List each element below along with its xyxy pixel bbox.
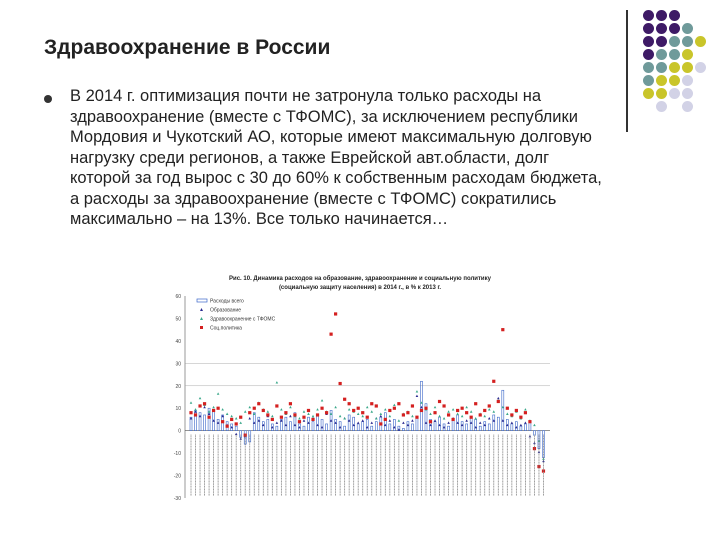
decorative-dot [682,88,693,99]
point-social [329,333,332,336]
decorative-dot [656,62,667,73]
decorative-dot [695,62,706,73]
point-social [420,409,423,412]
point-education [370,422,373,424]
point-social [366,416,369,419]
point-health [298,417,301,419]
bar-total [411,424,413,431]
decorative-dot [669,10,680,21]
bar-total [317,415,319,431]
bar-total [307,417,309,430]
point-health [384,408,387,410]
slide-title: Здравоохранение в России [44,36,331,59]
point-social [492,380,495,383]
bar-total [321,419,323,430]
point-health [230,415,233,417]
decorative-dot [669,75,680,86]
bar-total [448,426,450,430]
point-social [442,404,445,407]
point-social [230,418,233,421]
bar-total [303,426,305,430]
point-social [325,411,328,414]
point-social [248,411,251,414]
point-health [379,413,382,415]
y-tick-label: 40 [175,338,181,345]
point-social [207,416,210,419]
bar-total [484,422,486,431]
point-social [221,420,224,423]
bar-total [371,426,373,430]
bar-total [217,419,219,430]
bar-total [384,413,386,431]
bar-total [262,422,264,431]
bar-total [362,422,364,431]
point-social [289,402,292,405]
point-social [470,416,473,419]
point-health [221,408,224,410]
chart-subtitle: (социальную защиту населения) в 2014 г., в % к 2013 г. [278,285,442,291]
decorative-dot [643,88,654,99]
decorative-dot [682,75,693,86]
point-social [271,418,274,421]
point-social [316,413,319,416]
point-social [456,409,459,412]
decorative-dot [643,75,654,86]
point-health [470,410,473,412]
point-health [429,413,432,415]
point-social [524,411,527,414]
y-tick-label: -20 [173,473,181,480]
point-health [389,415,392,417]
point-social [298,420,301,423]
bar-total [335,419,337,430]
decorative-dot [682,23,693,34]
point-social [461,407,464,410]
bar-total [312,422,314,431]
point-health [226,413,229,415]
decorative-dot [643,23,654,34]
point-social [384,418,387,421]
bar-total [289,422,291,431]
bar-total [434,422,436,431]
point-social [479,413,482,416]
bullet-text: В 2014 г. оптимизация почти не затронула только расходы на здравоохранение (вместе с ТФОМС), за исключением республики Мордовия и Чукотский АО, которые имеют максимальную долговую нагрузку среди регионов, а также Еврейской авт.области, долг которой за год вырос с 30 до 60% к собственным расходам бюджета, а расходы за здравоохранение (вместе с ТФОМС) сократились максимально – на 13%. Все только начинается… [70,87,602,228]
point-social [515,409,518,412]
bar-total [402,428,404,430]
legend-label: Расходы всего [210,298,244,305]
bar-total [366,419,368,430]
bar-total [375,422,377,431]
point-social [506,407,509,410]
legend-swatch [197,299,207,302]
legend-label: Образование [210,307,241,314]
point-health [316,408,319,410]
point-social [198,404,201,407]
point-health [452,408,455,410]
point-education [497,397,500,399]
y-tick-label: -10 [173,451,181,458]
y-tick-label: -30 [173,496,181,502]
point-health [443,417,446,419]
point-education [276,422,279,424]
point-education [488,417,491,419]
decorative-dot [643,10,654,21]
point-health [492,410,495,412]
point-social [203,402,206,405]
y-tick-label: 10 [175,406,181,413]
point-health [321,399,324,401]
point-social [361,411,364,414]
bar-total [497,417,499,430]
point-social [497,400,500,403]
point-education [303,419,306,421]
point-health [339,415,342,417]
point-health [348,408,351,410]
legend-swatch [200,317,203,320]
point-education [447,422,450,424]
point-social [275,404,278,407]
bar-total [407,422,409,431]
y-tick-label: 30 [175,361,181,368]
point-health [334,406,337,408]
bar-total [461,422,463,431]
bar-total [475,419,477,430]
decorative-dot [669,62,680,73]
point-social [519,416,522,419]
point-health [194,408,197,410]
point-social [343,398,346,401]
point-social [474,402,477,405]
bar-total [524,424,526,431]
point-social [253,407,256,410]
point-social [379,422,382,425]
point-health [375,417,378,419]
decorative-dot [682,62,693,73]
bar-total [520,426,522,430]
decorative-dot [656,88,667,99]
point-health [393,404,396,406]
point-health [248,406,251,408]
point-health [398,419,401,421]
bar-total [235,426,237,430]
point-social [293,413,296,416]
point-health [506,413,509,415]
point-education [511,422,514,424]
point-education [203,406,206,408]
decorative-dot [682,36,693,47]
bar-total [493,415,495,431]
point-social [483,409,486,412]
decorative-dot [669,49,680,60]
point-social [239,416,242,419]
bar-total [452,419,454,430]
bar-total [389,424,391,431]
point-social [370,402,373,405]
point-social [452,418,455,421]
point-health [370,410,373,412]
point-health [438,415,441,417]
point-health [411,415,414,417]
decorative-dot [643,62,654,73]
point-social [465,411,468,414]
point-social [488,404,491,407]
bar-total [488,424,490,431]
point-social [217,407,220,410]
bar-total [267,419,269,430]
point-health [239,422,242,424]
point-health [533,424,536,426]
point-health [447,410,450,412]
point-health [271,415,274,417]
point-social [320,407,323,410]
point-health [461,415,464,417]
point-education [524,422,527,424]
point-health [456,413,459,415]
point-social [266,413,269,416]
point-social [406,411,409,414]
point-social [212,409,215,412]
point-health [524,408,527,410]
decorative-dot [669,23,680,34]
bar-total [357,424,359,431]
bar-total [511,424,513,431]
point-education [479,422,482,424]
bar-total [416,417,418,430]
point-health [276,381,279,383]
decorative-dot [656,10,667,21]
point-social [415,416,418,419]
point-social [194,413,197,416]
point-health [280,408,283,410]
point-health [465,406,468,408]
point-health [434,406,437,408]
divider-line [626,10,628,132]
decorative-dot [682,49,693,60]
decorative-dot [656,75,667,86]
point-social [311,418,314,421]
point-education [402,422,405,424]
point-health [244,410,247,412]
decorative-dot [669,36,680,47]
decorative-dot [656,49,667,60]
point-education [520,424,523,426]
decorative-dot [656,101,667,112]
point-education [379,415,382,417]
point-social [528,420,531,423]
point-health [303,410,306,412]
bar-total [502,390,504,430]
point-education [357,422,360,424]
bar-total [276,426,278,430]
point-health [307,413,310,415]
point-health [199,397,202,399]
point-social [189,411,192,414]
legend-swatch [200,326,203,329]
point-health [357,413,360,415]
point-social [226,425,229,428]
point-social [429,420,432,423]
point-social [393,407,396,410]
point-education [248,417,251,419]
point-education [465,419,468,421]
bar-total [466,424,468,431]
point-education [389,419,392,421]
point-social [411,404,414,407]
point-social [447,413,450,416]
point-health [488,408,491,410]
spending-chart [165,268,555,513]
point-social [433,411,436,414]
bullet-icon [44,95,52,103]
y-tick-label: 0 [178,428,181,435]
point-social [307,409,310,412]
point-social [284,411,287,414]
decorative-dot [656,23,667,34]
point-social [424,407,427,410]
decorative-dot [643,49,654,60]
point-health [212,406,215,408]
point-social [357,407,360,410]
legend-swatch [200,308,203,311]
point-social [302,416,305,419]
y-tick-label: 20 [175,383,181,390]
point-health [366,406,369,408]
point-social [438,400,441,403]
decorative-dot [695,36,706,47]
chart-title: Рис. 10. Динамика расходов на образование, здравоохранение и социальную политику [229,276,491,282]
bar-total [348,415,350,431]
point-social [352,409,355,412]
point-health [343,417,346,419]
point-health [361,415,364,417]
point-social [235,422,238,425]
bar-total [258,417,260,430]
bar-total [479,426,481,430]
point-health [483,415,486,417]
point-social [280,416,283,419]
y-tick-label: 60 [175,294,181,300]
point-health [289,406,292,408]
decorative-dot [669,88,680,99]
point-social [510,413,513,416]
bar-total [204,415,206,431]
bar-total [244,431,246,444]
y-tick-label: 50 [175,316,181,323]
point-education [289,415,292,417]
legend-label: Соц.политика [210,325,242,332]
point-health [217,392,220,394]
bar-total [344,426,346,430]
bar-total [533,431,535,435]
point-health [190,401,193,403]
point-education [361,419,364,421]
legend-label: Здравоохранение с ТФОМС [210,316,276,323]
point-education [411,419,414,421]
point-education [434,419,437,421]
point-social [257,402,260,405]
point-social [402,413,405,416]
point-social [388,409,391,412]
point-health [235,417,238,419]
point-education [416,395,419,397]
decorative-dot [682,101,693,112]
bar-total [326,424,328,431]
bar-total [393,419,395,430]
bar-total [470,417,472,430]
point-social [334,312,337,315]
point-social [501,328,504,331]
decorative-dot [643,36,654,47]
point-social [339,382,342,385]
decorative-dot [656,36,667,47]
point-health [416,390,419,392]
point-social [375,404,378,407]
point-health [267,410,270,412]
point-health [474,417,477,419]
point-social [348,402,351,405]
point-social [397,402,400,405]
point-health [312,415,315,417]
point-social [262,409,265,412]
